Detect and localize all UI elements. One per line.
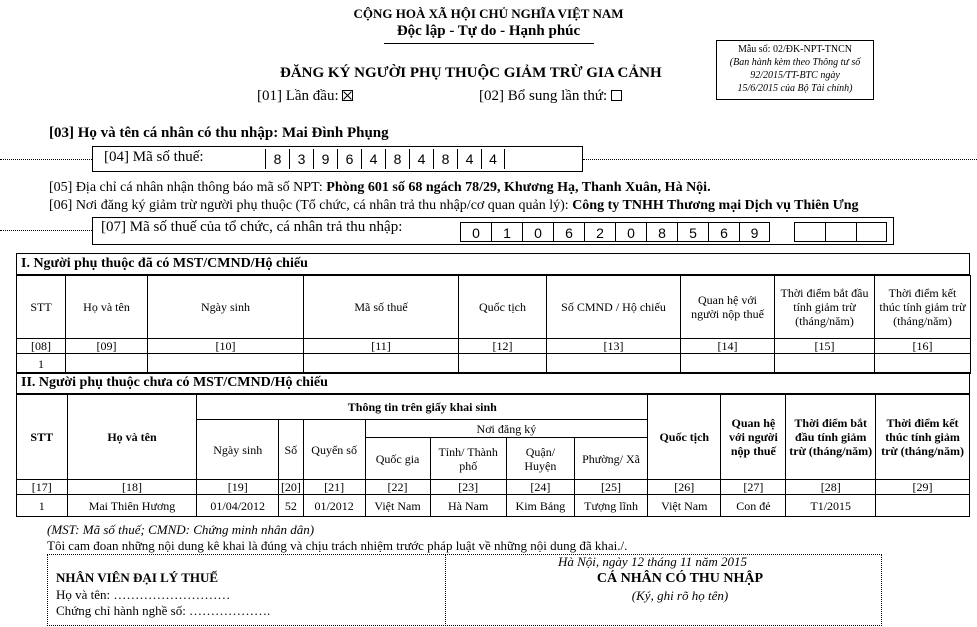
- address-row: [49, 180, 711, 196]
- s2-code: [28]: [786, 480, 876, 495]
- org-mst-digit: 6: [553, 222, 584, 242]
- org-mst-digit: 5: [677, 222, 708, 242]
- s1-code: [15]: [775, 339, 875, 354]
- mst-digit: 8: [385, 149, 409, 169]
- mst-digit: 9: [313, 149, 337, 169]
- s2-code: [17]: [17, 480, 68, 495]
- mst-digit: 4: [457, 149, 481, 169]
- mst-digit: 4: [409, 149, 433, 169]
- s2-header-district: Quận/ Huyện: [506, 438, 574, 480]
- s1-header-start: Thời điểm bắt đầu tính giảm trừ (tháng/năm): [775, 276, 875, 339]
- s2-header-no: Số: [278, 420, 303, 480]
- s2-header-country: Quốc gia: [365, 438, 430, 480]
- section2-table: [16, 394, 970, 517]
- form-title: ĐĂNG KÝ NGƯỜI PHỤ THUỘC GIẢM TRỪ GIA CẢNH: [280, 65, 662, 81]
- form-note-1: (Ban hành kèm theo Thông tư số: [729, 57, 861, 68]
- person-sign: (Ký, ghi rõ họ tên): [631, 588, 729, 603]
- s2-header-birth-info: Thông tin trên giấy khai sinh: [197, 395, 648, 420]
- s2-header-nationality: Quốc tịch: [648, 395, 721, 480]
- signature-divider: [445, 554, 446, 626]
- s2-code: [20]: [278, 480, 303, 495]
- s2-code: [19]: [197, 480, 278, 495]
- s1-header-relation: Quan hệ với người nộp thuế: [681, 276, 775, 339]
- s2-cell: Kim Bảng: [506, 495, 574, 517]
- s1-code: [16]: [875, 339, 971, 354]
- s2-cell: 1: [17, 495, 68, 517]
- s1-header-name: Họ và tên: [66, 276, 148, 339]
- org-mst-digit: 8: [646, 222, 677, 242]
- first-time-option: [257, 88, 353, 105]
- org-mst-digits: [460, 222, 770, 242]
- s2-code: [22]: [365, 480, 430, 495]
- org-mst-extra-digit: [856, 222, 887, 242]
- s2-cell: [876, 495, 970, 517]
- s2-header-book: Quyển số: [303, 420, 365, 480]
- s1-cell: [304, 354, 459, 374]
- org-mst-digit: 6: [708, 222, 739, 242]
- supplement-label: [02] Bổ sung lần thứ:: [479, 88, 608, 104]
- mst-digits: [265, 149, 505, 169]
- dotted-line: [0, 230, 92, 231]
- org-mst-extra-digit: [825, 222, 856, 242]
- s2-code: [25]: [574, 480, 647, 495]
- s2-header-reg-place: Nơi đăng ký: [365, 420, 648, 438]
- s1-cell: [775, 354, 875, 374]
- org-mst-digit: 2: [584, 222, 615, 242]
- mst-digit: 3: [289, 149, 313, 169]
- section1-table: [16, 275, 971, 374]
- s2-cell: T1/2015: [786, 495, 876, 517]
- org-mst-digit: 9: [739, 222, 770, 242]
- s2-code: [18]: [67, 480, 197, 495]
- form-note-2: 92/2015/TT-BTC ngày: [750, 70, 840, 81]
- org-mst-extra-digit: [794, 222, 825, 242]
- s2-cell: 01/2012: [303, 495, 365, 517]
- org-mst-digit: 1: [491, 222, 522, 242]
- s1-code: [09]: [66, 339, 148, 354]
- reg-place-value: Công ty TNHH Thương mại Dịch vụ Thiên Ưng: [572, 198, 859, 213]
- reg-place-row: [49, 198, 859, 214]
- supplement-checkbox[interactable]: [611, 90, 622, 101]
- s2-cell: Hà Nam: [430, 495, 506, 517]
- s1-header-mst: Mã số thuế: [304, 276, 459, 339]
- s2-code: [24]: [506, 480, 574, 495]
- footnote: (MST: Mã số thuế; CMND: Chứng minh nhân dân): [47, 522, 315, 537]
- s1-code: [11]: [304, 339, 459, 354]
- s2-code: [29]: [876, 480, 970, 495]
- first-time-label: [01] Lần đầu:: [257, 88, 339, 104]
- table-row: [17, 495, 970, 517]
- s1-header-id: Số CMND / Hộ chiếu: [547, 276, 681, 339]
- s2-header-end: Thời điểm kết thúc tính giảm trừ (tháng/năm): [876, 395, 970, 480]
- mst-digit: 6: [337, 149, 361, 169]
- s2-cell: Mai Thiên Hương: [67, 495, 197, 517]
- s2-cell: Việt Nam: [648, 495, 721, 517]
- form-code-box: [716, 40, 874, 100]
- first-time-checkbox[interactable]: [342, 90, 353, 101]
- s1-code: [12]: [459, 339, 547, 354]
- s1-header-stt: STT: [17, 276, 66, 339]
- s2-header-stt: STT: [17, 395, 68, 480]
- dotted-line: [0, 159, 92, 160]
- agent-cert: Chứng chỉ hành nghề số: ……………….: [56, 603, 271, 618]
- s2-code: [27]: [721, 480, 786, 495]
- s1-cell: 1: [17, 354, 66, 374]
- s2-cell: Việt Nam: [365, 495, 430, 517]
- person-title: CÁ NHÂN CÓ THU NHẬP: [596, 571, 764, 586]
- s2-header-ward: Phường/ Xã: [574, 438, 647, 480]
- s2-header-province: Tỉnh/ Thành phố: [430, 438, 506, 480]
- org-mst-digit: 0: [522, 222, 553, 242]
- s2-code: [26]: [648, 480, 721, 495]
- supplement-option: [479, 88, 622, 105]
- country-title: CỘNG HOÀ XÃ HỘI CHỦ NGHĨA VIỆT NAM: [353, 6, 624, 21]
- s2-header-start: Thời điểm bắt đầu tính giảm trừ (tháng/năm): [786, 395, 876, 480]
- motto: Độc lập - Tự do - Hạnh phúc: [396, 23, 581, 39]
- mst-digit: 8: [265, 149, 289, 169]
- mst-label: [04] Mã số thuế:: [104, 149, 204, 165]
- s1-header-dob: Ngày sinh: [148, 276, 304, 339]
- s1-cell: [681, 354, 775, 374]
- org-mst-digit: 0: [615, 222, 646, 242]
- taxpayer-name-value: Mai Đình Phụng: [281, 125, 389, 141]
- mst-digit: 8: [433, 149, 457, 169]
- s2-header-relation: Quan hệ với người nộp thuế: [721, 395, 786, 480]
- address-value: Phòng 601 số 68 ngách 78/29, Khương Hạ, Thanh Xuân, Hà Nội.: [326, 180, 711, 195]
- org-mst-extra: [794, 222, 887, 242]
- s1-header-nationality: Quốc tịch: [459, 276, 547, 339]
- s1-header-end: Thời điểm kết thúc tính giảm trừ (tháng/năm): [875, 276, 971, 339]
- form-code: Mẫu số: 02/ĐK-NPT-TNCN: [737, 44, 853, 55]
- s1-code: [14]: [681, 339, 775, 354]
- mst-digit: 4: [481, 149, 505, 169]
- s2-cell: 52: [278, 495, 303, 517]
- s2-header-dob: Ngày sinh: [197, 420, 278, 480]
- date-line: Hà Nội, ngày 12 tháng 11 năm 2015: [558, 554, 747, 569]
- table-row: [17, 354, 971, 374]
- motto-underline: [384, 43, 594, 44]
- s2-cell: 01/04/2012: [197, 495, 278, 517]
- s2-cell: Con đẻ: [721, 495, 786, 517]
- s2-header-name: Họ và tên: [67, 395, 197, 480]
- s2-code: [21]: [303, 480, 365, 495]
- s1-code: [13]: [547, 339, 681, 354]
- mst-digit: 4: [361, 149, 385, 169]
- reg-place-label: [06] Nơi đăng ký giảm trừ người phụ thuộc (Tổ chức, cá nhân trả thu nhập/cơ quan quản lý):: [49, 198, 569, 213]
- taxpayer-name-label: [03] Họ và tên cá nhân có thu nhập:: [49, 125, 279, 141]
- agent-title: NHÂN VIÊN ĐẠI LÝ THUẾ: [56, 570, 219, 585]
- address-label: [05] Địa chỉ cá nhân nhận thông báo mã số NPT:: [49, 180, 323, 195]
- commitment: Tôi cam đoan những nội dung kê khai là đúng và chịu trách nhiệm trước pháp luật về những nội dung đã khai./.: [47, 538, 628, 553]
- org-mst-label: [07] Mã số thuế của tổ chức, cá nhân trả thu nhập:: [101, 219, 403, 235]
- s2-cell: Tượng lĩnh: [574, 495, 647, 517]
- s1-cell: [547, 354, 681, 374]
- dotted-line: [583, 159, 977, 160]
- agent-name: Họ và tên: ………………………: [56, 587, 231, 602]
- s1-code: [10]: [148, 339, 304, 354]
- taxpayer-name-row: [49, 125, 389, 142]
- org-mst-digit: 0: [460, 222, 491, 242]
- s1-cell: [459, 354, 547, 374]
- s1-code: [08]: [17, 339, 66, 354]
- s1-cell: [148, 354, 304, 374]
- section2-title: II. Người phụ thuộc chưa có MST/CMND/Hộ chiếu: [16, 372, 970, 394]
- form-note-3: 15/6/2015 của Bộ Tài chính): [737, 83, 853, 94]
- section1-title: I. Người phụ thuộc đã có MST/CMND/Hộ chiếu: [16, 253, 970, 275]
- s2-code: [23]: [430, 480, 506, 495]
- s1-cell: [66, 354, 148, 374]
- s1-cell: [875, 354, 971, 374]
